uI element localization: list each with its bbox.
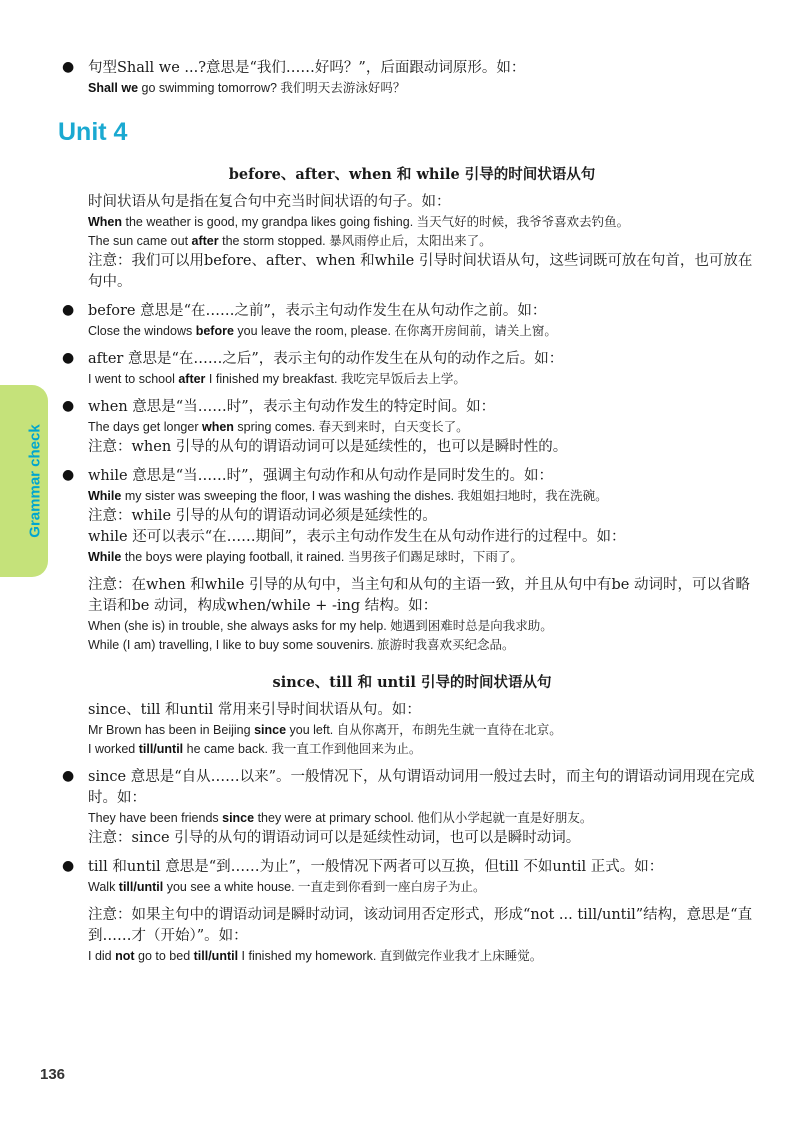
bullet-icon: ● (62, 768, 75, 784)
bullet-icon: ● (62, 398, 75, 414)
section-title-1: before、after、when 和 while 引导的时间状语从句 (228, 166, 596, 183)
before-example: Close the windows before you leave the room, please. 在你离开房间前，请关上窗。 (88, 324, 557, 338)
before-rule: before 意思是“在……之前”，表示主句动作发生在从句动作之前。如： (88, 303, 547, 319)
while-bullet (62, 466, 762, 655)
while-example-2: While the boys were playing football, it rained. 当男孩子们踢足球时，下雨了。 (88, 550, 523, 564)
since-rule: since 意思是“自从……以来”。一般情况下，从句谓语动词用一般过去时，而主句的谓语动词用现在完成时。如： (88, 769, 755, 806)
shall-we-example: Shall we go swimming tomorrow? 我们明天去游泳好吗？ (88, 81, 406, 95)
sec2-intro: since、till 和until 常用来引导时间状语从句。如： (88, 702, 421, 718)
bullet-icon: ● (62, 350, 75, 366)
after-example: I went to school after I finished my breakfast. 我吃完早饭后去上学。 (88, 372, 466, 386)
note2-example-1: When (she is) in trouble, she always asks for my help. 她遇到困难时总是向我求助。 (88, 619, 553, 633)
shall-we-rule: 句型Shall we ...?意思是“我们……好吗？”，后面跟动词原形。如： (88, 60, 526, 76)
sec1-note: 注意：我们可以用before、after、when 和while 引导时间状语从句，这些词既可放在句首，也可放在句中。 (88, 253, 753, 290)
when-bullet (62, 397, 762, 458)
sec1-example-2: The sun came out after the storm stopped. 暴风雨停止后，太阳出来了。 (88, 234, 492, 248)
sec2-example-2: I worked till/until he came back. 我一直工作到他回来为止。 (88, 742, 422, 756)
while-rule-2: while 还可以表示“在……期间”，表示主句动作发生在从句动作进行的过程中。如： (88, 529, 626, 545)
note2-example-2: While (I am) travelling, I like to buy some souvenirs. 旅游时我喜欢买纪念品。 (88, 638, 515, 652)
when-note: 注意：when 引导的从句的谓语动词可以是延续性的，也可以是瞬时性的。 (88, 439, 568, 455)
grammar-check-tab (0, 385, 48, 577)
before-bullet (62, 301, 762, 341)
after-bullet (62, 349, 762, 389)
after-rule: after 意思是“在……之后”，表示主句的动作发生在从句的动作之后。如： (88, 351, 564, 367)
while-example: While my sister was sweeping the floor, I was washing the dishes. 我姐姐扫地时，我在洗碗。 (88, 489, 608, 503)
sec1-example-1: When the weather is good, my grandpa likes going fishing. 当天气好的时候，我爷爷喜欢去钓鱼。 (88, 215, 630, 229)
while-rule: while 意思是“当……时”，强调主句动作和从句动作是同时发生的。如： (88, 468, 554, 484)
sec2-example-1: Mr Brown has been in Beijing since you left. 自从你离开，布朗先生就一直待在北京。 (88, 723, 562, 737)
till-note-example: I did not go to bed till/until I finished my homework. 直到做完作业我才上床睡觉。 (88, 949, 543, 963)
page-number: 136 (40, 1066, 66, 1083)
bullet-icon: ● (62, 467, 75, 483)
till-bullet (62, 857, 762, 966)
section-title-2: since、till 和 until 引导的时间状语从句 (272, 674, 552, 691)
since-note: 注意：since 引导的从句的谓语动词可以是延续性动词，也可以是瞬时动词。 (88, 830, 581, 846)
bullet-icon: ● (62, 59, 75, 75)
bullet-icon: ● (62, 302, 75, 318)
when-rule: when 意思是“当……时”，表示主句动作发生的特定时间。如： (88, 399, 496, 415)
while-note: 注意：while 引导的从句的谓语动词必须是延续性的。 (88, 508, 437, 524)
side-tab-label: Grammar check (26, 424, 44, 538)
when-example: The days get longer when spring comes. 春天到来时，白天变长了。 (88, 420, 469, 434)
sec1-intro: 时间状语从句是指在复合句中充当时间状语的句子。如： (88, 194, 451, 210)
when-while-note: 注意：在when 和while 引导的从句中，当主句和从句的主语一致，并且从句中有be 动词时，可以省略主语和be 动词，构成when/while + -ing 结构。如： (88, 577, 750, 614)
since-example: They have been friends since they were at primary school. 他们从小学起就一直是好朋友。 (88, 811, 593, 825)
sec1-intro-block (62, 192, 762, 293)
till-example: Walk till/until you see a white house. 一直走到你看到一座白房子为止。 (88, 880, 486, 894)
till-rule: till 和until 意思是“到……为止”，一般情况下两者可以互换，但till 不如until 正式。如： (88, 859, 664, 875)
bullet-icon: ● (62, 858, 75, 874)
page-content (58, 58, 762, 974)
unit-title: Unit 4 (58, 118, 128, 146)
top-bullet (62, 58, 762, 98)
sec2-intro-block (62, 700, 762, 759)
since-bullet (62, 767, 762, 849)
till-note: 注意：如果主句中的谓语动词是瞬时动词，该动词用否定形式，形成“not ... till/until”结构，意思是“直到……才（开始）”。如： (88, 907, 753, 944)
